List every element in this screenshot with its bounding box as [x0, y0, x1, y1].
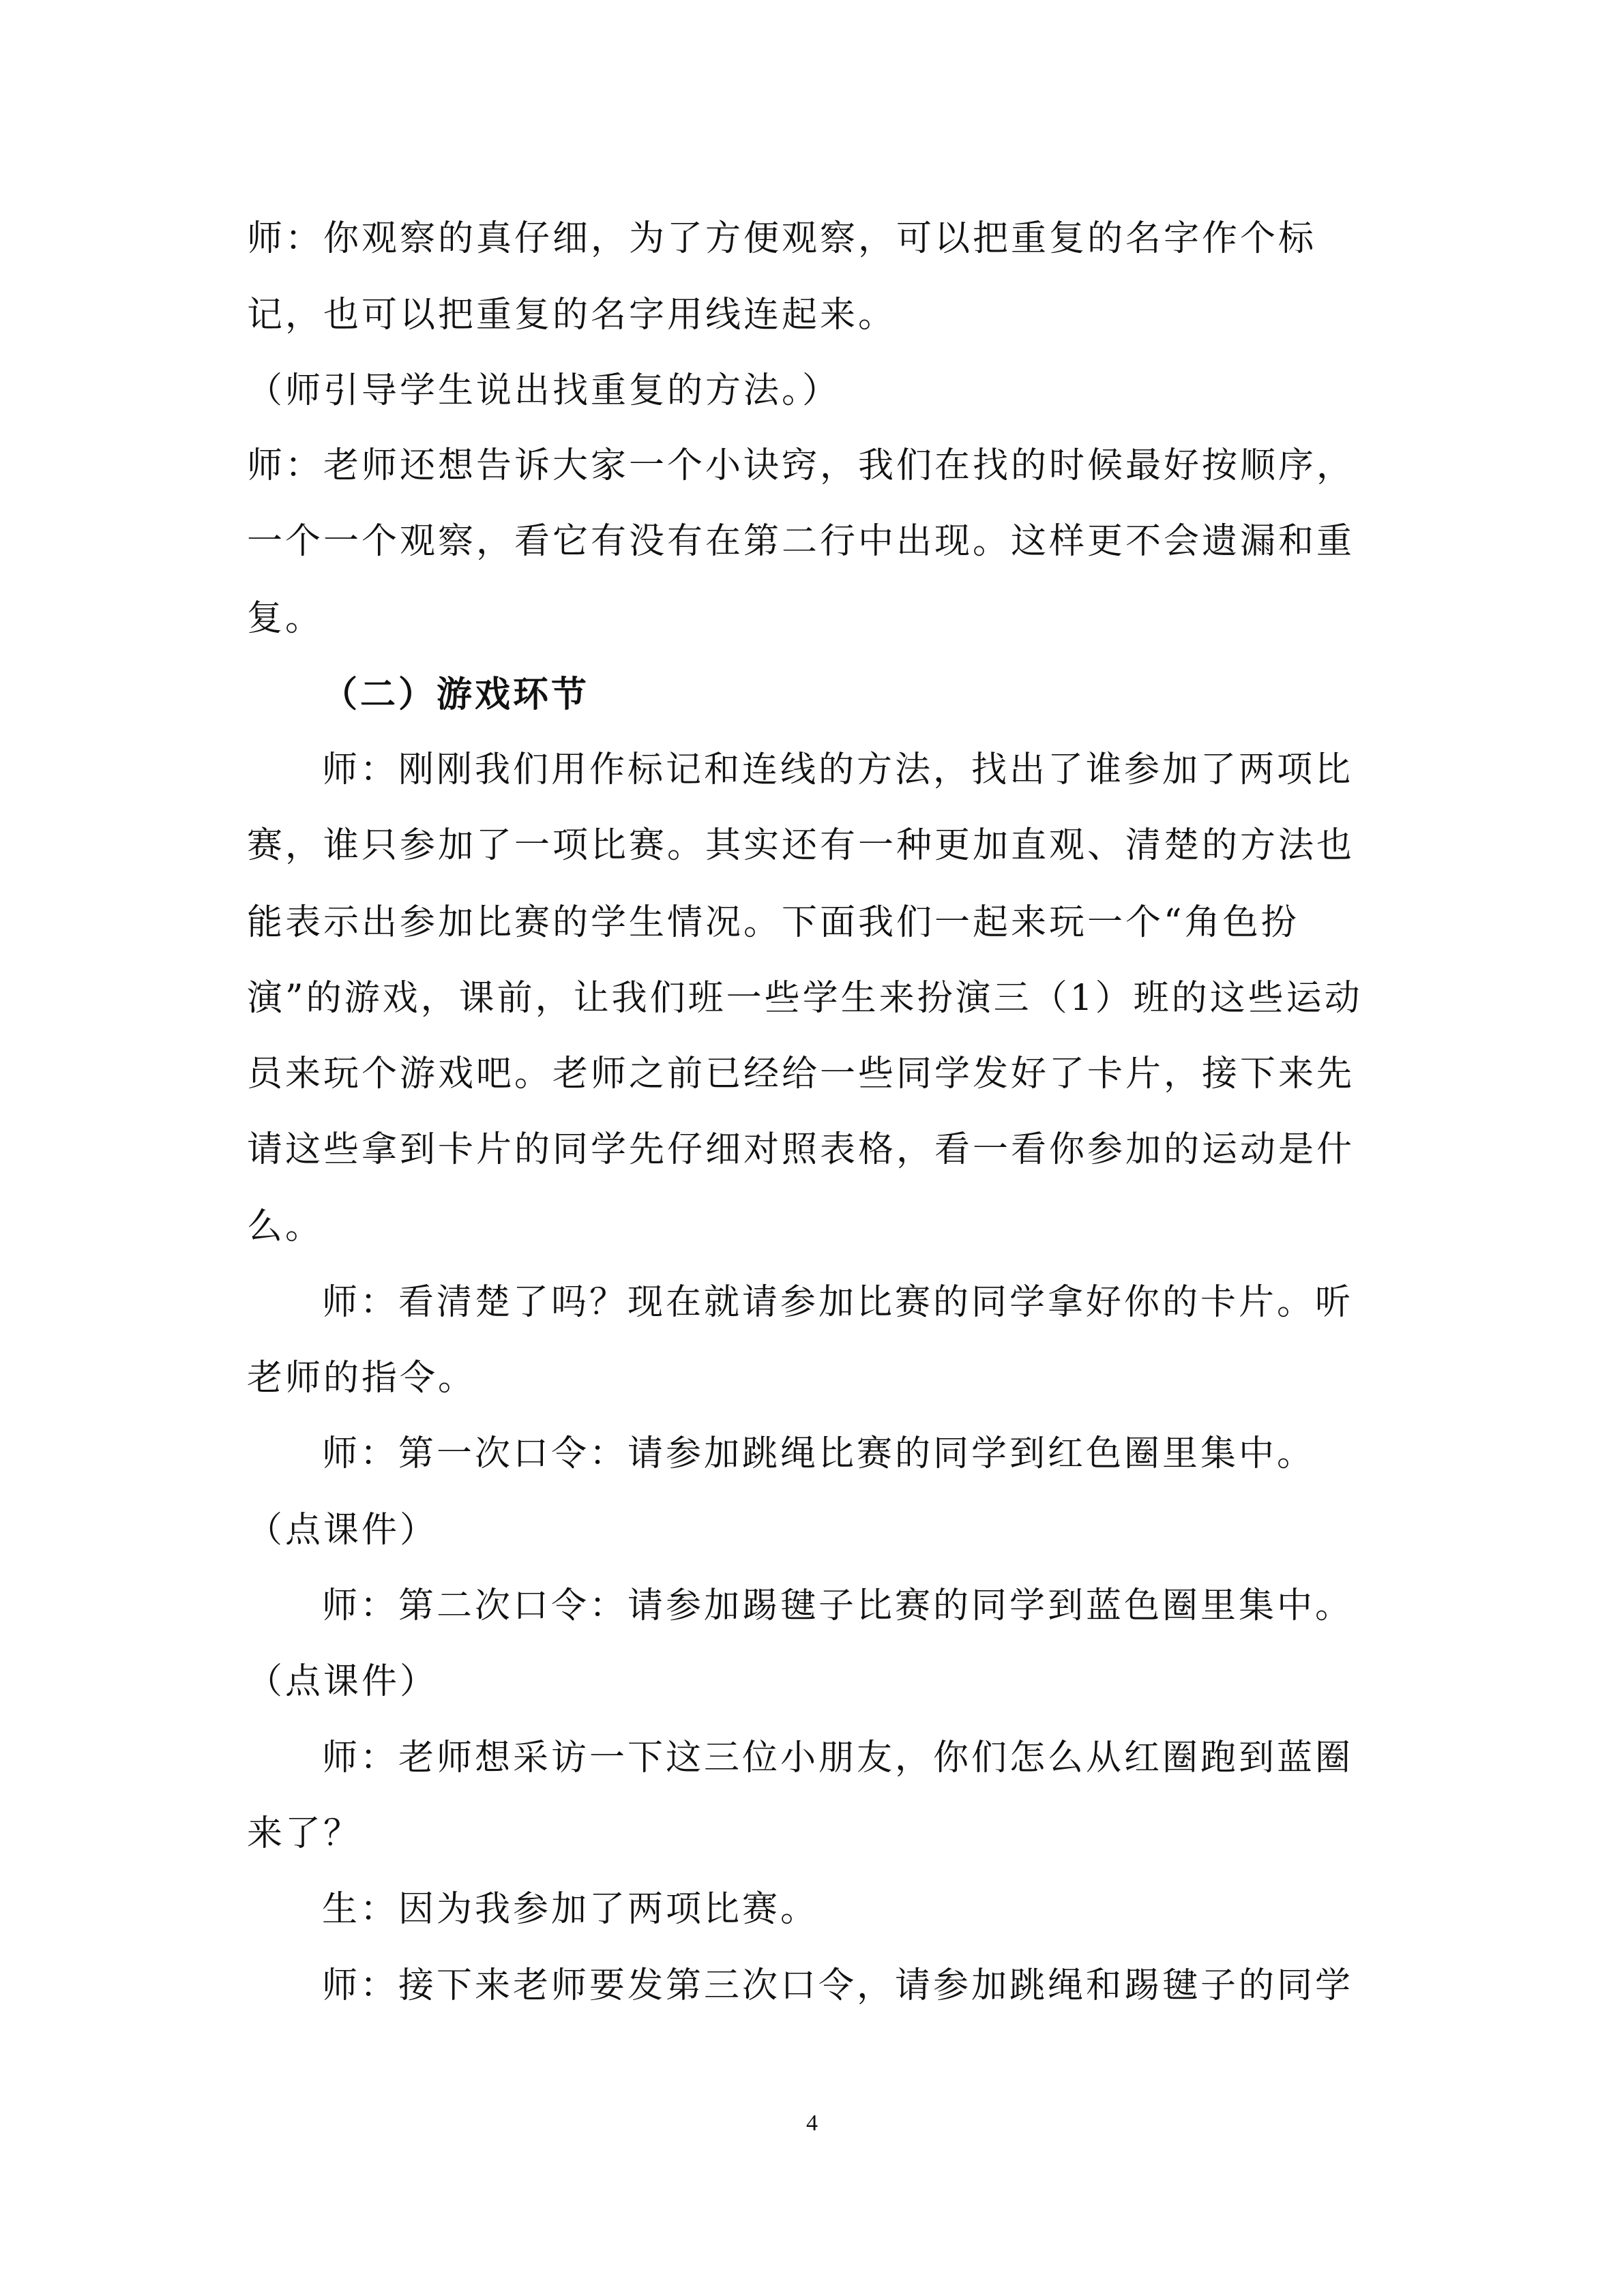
- text-line: 演”的游戏，课前，让我们班一些学生来扮演三（1）班的这些运动: [247, 978, 1363, 1019]
- text-line: （点课件）: [247, 1510, 439, 1551]
- text-line: 生：因为我参加了两项比赛。: [322, 1889, 819, 1930]
- text-line: 一个一个观察，看它有没有在第二行中出现。这样更不会遗漏和重: [247, 521, 1355, 562]
- text-line: （点课件）: [247, 1661, 439, 1702]
- text-line: 师：老师还想告诉大家一个小诀窍，我们在找的时候最好按顺序，: [247, 445, 1355, 486]
- text-line: 师：老师想采访一下这三位小朋友，你们怎么从红圈跑到蓝圈: [322, 1738, 1354, 1778]
- text-line: 复。: [247, 598, 324, 639]
- text-line: 记，也可以把重复的名字用线连起来。: [247, 295, 897, 336]
- text-line: 来了？: [247, 1813, 362, 1854]
- page-number: 4: [806, 2111, 818, 2136]
- text-line: 员来玩个游戏吧。老师之前已经给一些同学发好了卡片，接下来先: [247, 1054, 1355, 1094]
- text-line: 么。: [247, 1206, 324, 1247]
- section-heading: （二）游戏环节: [322, 674, 590, 715]
- text-line: 师：看清楚了吗？现在就请参加比赛的同学拿好你的卡片。听: [322, 1282, 1354, 1323]
- text-line: 师：第一次口令：请参加跳绳比赛的同学到红色圈里集中。: [322, 1433, 1316, 1474]
- text-line: 能表示出参加比赛的学生情况。下面我们一起来玩一个“角色扮: [247, 902, 1299, 943]
- text-line: 赛，谁只参加了一项比赛。其实还有一种更加直观、清楚的方法也: [247, 825, 1355, 866]
- text-line: 师：接下来老师要发第三次口令，请参加跳绳和踢毽子的同学: [322, 1965, 1354, 2006]
- text-line: 老师的指令。: [247, 1358, 477, 1399]
- text-line: 请这些拿到卡片的同学先仔细对照表格，看一看你参加的运动是什: [247, 1129, 1355, 1170]
- text-line: 师：你观察的真仔细，为了方便观察，可以把重复的名字作个标: [247, 218, 1317, 259]
- text-line: （师引导学生说出找重复的方法。）: [247, 370, 841, 411]
- text-line: 师：刚刚我们用作标记和连线的方法，找出了谁参加了两项比: [322, 749, 1354, 790]
- text-line: 师：第二次口令：请参加踢毽子比赛的同学到蓝色圈里集中。: [322, 1585, 1354, 1626]
